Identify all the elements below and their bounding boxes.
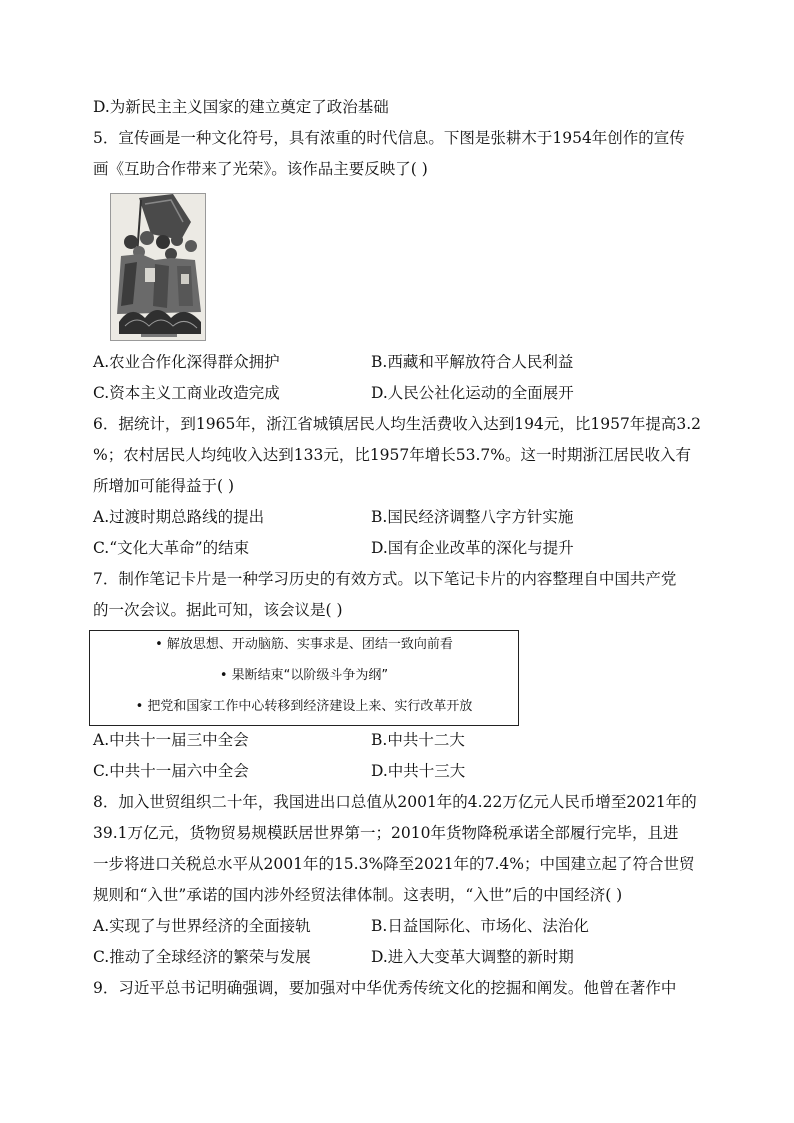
note-card-line1: • 解放思想、开动脑筋、实事求是、团结一致向前看	[155, 637, 453, 652]
q4-option-d: D.为新民主主义国家的建立奠定了政治基础	[93, 98, 389, 116]
q8-option-c: C.推动了全球经济的繁荣与发展	[93, 948, 311, 966]
q8-stem-line3: 一步将进口关税总水平从2001年的15.3%降至2021年的7.4%；中国建立起了符合世贸	[93, 855, 695, 873]
q6-option-d: D.国有企业改革的深化与提升	[371, 539, 574, 557]
q8-stem-line2: 39.1万亿元，货物贸易规模跃居世界第一；2010年货物降税承诺全部履行完毕，且进	[93, 824, 679, 842]
poster-illustration	[111, 194, 206, 341]
q7-stem-line2: 的一次会议。据此可知，该会议是( )	[93, 601, 343, 619]
note-card-line3: • 把党和国家工作中心转移到经济建设上来、实行改革开放	[135, 699, 473, 714]
q7-option-c: C.中共十一届六中全会	[93, 762, 249, 780]
q8-option-d: D.进入大变革大调整的新时期	[371, 948, 574, 966]
q6-stem-line1: 6．据统计，到1965年，浙江省城镇居民人均生活费收入达到194元，比1957年提高3.2	[93, 415, 701, 433]
q8-stem-line1: 8．加入世贸组织二十年，我国进出口总值从2001年的4.22万亿元人民币增至2021年的	[93, 793, 697, 811]
q7-option-b: B.中共十二大	[371, 731, 465, 749]
q6-stem-line3: 所增加可能得益于( )	[93, 477, 235, 495]
q7-option-a: A.中共十一届三中全会	[93, 731, 249, 749]
propaganda-poster-image	[110, 193, 206, 341]
q6-stem-line2: %；农村居民人均纯收入达到133元，比1957年增长53.7%。这一时期浙江居民收入有	[93, 446, 692, 464]
q8-option-a: A.实现了与世界经济的全面接轨	[93, 917, 311, 935]
q8-option-b: B.日益国际化、市场化、法治化	[371, 917, 589, 935]
q6-option-b: B.国民经济调整八字方针实施	[371, 508, 574, 526]
q5-stem-line1: 5．宣传画是一种文化符号，具有浓重的时代信息。下图是张耕木于1954年创作的宣传	[93, 129, 685, 147]
q6-option-a: A.过渡时期总路线的提出	[93, 508, 265, 526]
note-card	[89, 630, 519, 726]
q6-option-c: C.“文化大革命”的结束	[93, 539, 250, 557]
q8-stem-line4: 规则和“入世”承诺的国内涉外经贸法律体制。这表明，“入世”后的中国经济( )	[93, 886, 623, 904]
q5-option-c: C.资本主义工商业改造完成	[93, 384, 280, 402]
q5-option-b: B.西藏和平解放符合人民利益	[371, 353, 574, 371]
q7-option-d: D.中共十三大	[371, 762, 466, 780]
q9-stem-line1: 9．习近平总书记明确强调，要加强对中华优秀传统文化的挖掘和阐发。他曾在著作中	[93, 979, 677, 997]
q5-stem-line2: 画《互助合作带来了光荣》。该作品主要反映了( )	[93, 160, 428, 178]
q5-option-d: D.人民公社化运动的全面展开	[371, 384, 574, 402]
note-card-line2: • 果断结束“以阶级斗争为纲”	[219, 668, 389, 683]
q5-option-a: A.农业合作化深得群众拥护	[93, 353, 280, 371]
q7-stem-line1: 7．制作笔记卡片是一种学习历史的有效方式。以下笔记卡片的内容整理自中国共产党	[93, 570, 677, 588]
